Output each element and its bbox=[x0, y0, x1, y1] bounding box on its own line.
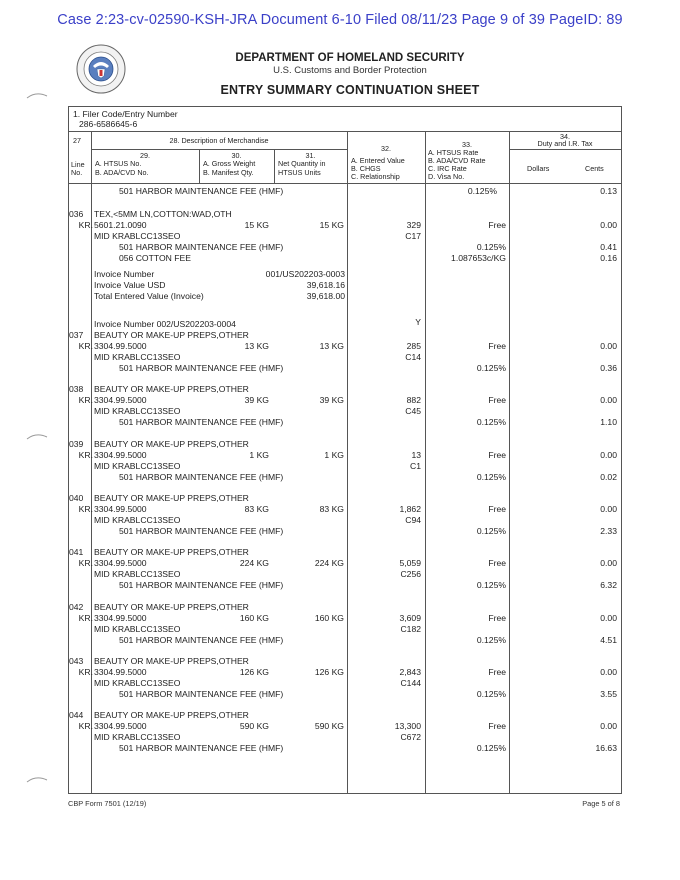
merchandise-description: BEAUTY OR MAKE-UP PREPS,OTHER bbox=[94, 547, 249, 558]
entered-value: 5,059 bbox=[399, 558, 421, 569]
fee-description: 501 HARBOR MAINTENANCE FEE (HMF) bbox=[119, 743, 284, 754]
htsus-number: 3304.99.5000 bbox=[94, 503, 147, 514]
fee-description: 501 HARBOR MAINTENANCE FEE (HMF) bbox=[119, 580, 284, 591]
gross-weight: 83 KG bbox=[244, 503, 269, 514]
country-code: KR. bbox=[78, 395, 93, 406]
col-34-num: 34. bbox=[560, 132, 570, 141]
htsus-rate: Free bbox=[488, 449, 506, 460]
entered-value: 3,609 bbox=[399, 612, 421, 623]
duty-amount: 0.00 bbox=[600, 666, 617, 677]
entered-value: 285 bbox=[406, 341, 421, 351]
entered-value: 329 bbox=[406, 220, 421, 230]
htsus-rate: Free bbox=[488, 503, 506, 514]
line-label: Line bbox=[71, 160, 85, 169]
fee-description: 501 HARBOR MAINTENANCE FEE (HMF) bbox=[119, 525, 284, 536]
fee-rate: 0.125% bbox=[476, 417, 506, 428]
merchandise-description: BEAUTY OR MAKE-UP PREPS,OTHER bbox=[94, 492, 249, 503]
gross-weight: 39 KG bbox=[244, 395, 269, 406]
duty-amount: 0.00 bbox=[600, 558, 617, 569]
htsus-number: 3304.99.5000 bbox=[94, 395, 147, 406]
fee-description: 501 HARBOR MAINTENANCE FEE (HMF) bbox=[119, 471, 284, 482]
col-30b: B. Manifest Qty. bbox=[203, 168, 254, 177]
col-29-num: 29. bbox=[140, 151, 150, 160]
fee-rate: 0.125% bbox=[476, 634, 506, 645]
htsus-number: 3304.99.5000 bbox=[94, 666, 147, 677]
line-number: 042 bbox=[69, 601, 84, 612]
margin-mark bbox=[26, 433, 48, 441]
gross-weight: 160 KG bbox=[239, 612, 269, 623]
dollars-header: Dollars bbox=[527, 164, 550, 173]
htsus-rate: Free bbox=[488, 341, 506, 351]
net-quantity: 83 KG bbox=[319, 503, 344, 514]
net-quantity: 1 KG bbox=[324, 449, 344, 460]
net-quantity: 126 KG bbox=[314, 666, 344, 677]
fee-duty: 1.10 bbox=[600, 417, 617, 428]
htsus-rate: Free bbox=[488, 721, 506, 732]
htsus-number: 3304.99.5000 bbox=[94, 341, 147, 351]
filer-value: 286-6586645-6 bbox=[79, 119, 138, 129]
charges: C14 bbox=[405, 352, 421, 362]
duty-amount: 0.00 bbox=[600, 449, 617, 460]
country-code: KR. bbox=[78, 449, 93, 460]
charges: C1 bbox=[410, 460, 421, 471]
fee-rate: 0.125% bbox=[476, 471, 506, 482]
gross-weight: 1 KG bbox=[249, 449, 269, 460]
line-number: 037 bbox=[69, 330, 84, 340]
gross-weight: 15 KG bbox=[244, 220, 269, 230]
merchandise-description: BEAUTY OR MAKE-UP PREPS,OTHER bbox=[94, 710, 249, 721]
col-29a: A. HTSUS No. bbox=[95, 159, 142, 168]
col-31b: HTSUS Units bbox=[278, 168, 321, 177]
entered-value: 13,300 bbox=[394, 721, 421, 732]
charges: C256 bbox=[400, 569, 421, 580]
fee-duty: 2.33 bbox=[600, 525, 617, 536]
court-header: Case 2:23-cv-02590-KSH-JRA Document 6-10 Filed 08/11/23 Page 9 of 39 PageID: 89 bbox=[57, 12, 623, 28]
no-label: No. bbox=[71, 168, 83, 177]
htsus-number: 3304.99.5000 bbox=[94, 612, 147, 623]
entered-value: 1,862 bbox=[399, 503, 421, 514]
country-code: KR. bbox=[78, 220, 93, 230]
duty-amount: 0.00 bbox=[600, 612, 617, 623]
line-number: 041 bbox=[69, 547, 84, 558]
fee-rate: 0.125% bbox=[476, 688, 506, 699]
charges: C17 bbox=[405, 231, 421, 241]
mid-code: MID KRABLCC13SEO bbox=[94, 231, 181, 241]
charges: C672 bbox=[400, 732, 421, 743]
country-code: KR. bbox=[78, 503, 93, 514]
col-33b: B. ADA/CVD Rate bbox=[428, 156, 486, 165]
fee-duty: 0.13 bbox=[600, 186, 617, 196]
net-quantity: 15 KG bbox=[319, 220, 344, 230]
entered-value: 13 bbox=[411, 449, 421, 460]
mid-code: MID KRABLCC13SEO bbox=[94, 514, 181, 525]
fee-description: 501 HARBOR MAINTENANCE FEE (HMF) bbox=[119, 363, 284, 373]
duty-amount: 0.00 bbox=[600, 395, 617, 406]
fee-description: 501 HARBOR MAINTENANCE FEE (HMF) bbox=[119, 417, 284, 428]
invoice-number-line: Invoice Number 002/US202203-0004 bbox=[94, 319, 236, 329]
htsus-rate: Free bbox=[488, 666, 506, 677]
fee-rate: 0.125% bbox=[476, 242, 506, 252]
net-quantity: 224 KG bbox=[314, 558, 344, 569]
duty-amount: 0.00 bbox=[600, 503, 617, 514]
line-number: 036 bbox=[69, 209, 84, 219]
fee-rate: 0.125% bbox=[476, 525, 506, 536]
col-32-num: 32. bbox=[381, 144, 391, 153]
gross-weight: 590 KG bbox=[239, 721, 269, 732]
fee-duty: 6.32 bbox=[600, 580, 617, 591]
entered-value: 2,843 bbox=[399, 666, 421, 677]
fee-rate: 0.125% bbox=[476, 363, 506, 373]
form-title: ENTRY SUMMARY CONTINUATION SHEET bbox=[220, 83, 480, 97]
htsus-number: 3304.99.5000 bbox=[94, 449, 147, 460]
form-number: CBP Form 7501 (12/19) bbox=[68, 799, 147, 808]
country-code: KR. bbox=[78, 666, 93, 677]
net-quantity: 39 KG bbox=[319, 395, 344, 406]
fee-duty: 0.02 bbox=[600, 471, 617, 482]
fee-rate: 0.125% bbox=[476, 580, 506, 591]
htsus-rate: Free bbox=[488, 558, 506, 569]
merchandise-description: BEAUTY OR MAKE-UP PREPS,OTHER bbox=[94, 655, 249, 666]
line-number: 044 bbox=[69, 710, 84, 721]
col-34-header: Duty and I.R. Tax bbox=[537, 139, 593, 148]
dhs-seal-icon bbox=[76, 44, 126, 94]
mid-code: MID KRABLCC13SEO bbox=[94, 732, 181, 743]
fee-description: 501 HARBOR MAINTENANCE FEE (HMF) bbox=[119, 688, 284, 699]
invoice-number: 001/US202203-0003 bbox=[265, 269, 345, 279]
duty-amount: 0.00 bbox=[600, 341, 617, 351]
gross-weight: 13 KG bbox=[244, 341, 269, 351]
country-code: KR. bbox=[78, 612, 93, 623]
department-name: DEPARTMENT OF HOMELAND SECURITY bbox=[235, 52, 465, 64]
gross-weight: 126 KG bbox=[239, 666, 269, 677]
col-27: 27 bbox=[73, 136, 81, 145]
mid-code: MID KRABLCC13SEO bbox=[94, 352, 181, 362]
page-number: Page 5 of 8 bbox=[582, 799, 620, 808]
margin-mark bbox=[26, 92, 48, 100]
htsus-number: 3304.99.5000 bbox=[94, 558, 147, 569]
fee-rate: 0.125% bbox=[476, 743, 506, 754]
margin-mark bbox=[26, 776, 48, 784]
continuation-form bbox=[68, 106, 622, 794]
mid-code: MID KRABLCC13SEO bbox=[94, 406, 181, 417]
merchandise-description: BEAUTY OR MAKE-UP PREPS,OTHER bbox=[94, 330, 249, 340]
relationship: Y bbox=[415, 317, 421, 327]
fee-duty: 4.51 bbox=[600, 634, 617, 645]
col-28-header: 28. Description of Merchandise bbox=[169, 136, 269, 145]
htsus-rate: Free bbox=[488, 612, 506, 623]
line-number: 043 bbox=[69, 655, 84, 666]
invoice-number-label: Invoice Number bbox=[94, 269, 155, 279]
mid-code: MID KRABLCC13SEO bbox=[94, 677, 181, 688]
fee-duty: 0.36 bbox=[600, 363, 617, 373]
cotton-fee-rate: 1.087653c/KG bbox=[451, 253, 506, 263]
filer-label: 1. Filer Code/Entry Number bbox=[73, 109, 178, 119]
line-number: 040 bbox=[69, 492, 84, 503]
mid-code: MID KRABLCC13SEO bbox=[94, 569, 181, 580]
mid-code: MID KRABLCC13SEO bbox=[94, 460, 181, 471]
agency-name: U.S. Customs and Border Protection bbox=[273, 65, 427, 76]
col-33a: A. HTSUS Rate bbox=[428, 148, 479, 157]
charges: C45 bbox=[405, 406, 421, 417]
duty-amount: 0.00 bbox=[600, 721, 617, 732]
net-quantity: 13 KG bbox=[319, 341, 344, 351]
col-31a: Net Quantity in bbox=[278, 159, 326, 168]
mid-code: MID KRABLCC13SEO bbox=[94, 623, 181, 634]
fee-rate: 0.125% bbox=[467, 186, 497, 196]
col-30-num: 30. bbox=[231, 151, 242, 160]
merchandise-description: BEAUTY OR MAKE-UP PREPS,OTHER bbox=[94, 438, 249, 449]
net-quantity: 590 KG bbox=[314, 721, 344, 732]
net-quantity: 160 KG bbox=[314, 612, 344, 623]
charges: C94 bbox=[405, 514, 421, 525]
fee-description: 501 HARBOR MAINTENANCE FEE (HMF) bbox=[119, 634, 284, 645]
entered-value: 882 bbox=[406, 395, 421, 406]
line-number: 038 bbox=[69, 384, 84, 395]
col-33d: D. Visa No. bbox=[428, 172, 465, 181]
col-32c: C. Relationship bbox=[351, 172, 400, 181]
fee-description: 501 HARBOR MAINTENANCE FEE (HMF) bbox=[119, 242, 284, 252]
cotton-fee-duty: 0.16 bbox=[600, 253, 617, 263]
cotton-fee-description: 056 COTTON FEE bbox=[119, 253, 191, 263]
col-30a: A. Gross Weight bbox=[203, 159, 256, 168]
col-33c: C. IRC Rate bbox=[428, 164, 467, 173]
cents-header: Cents bbox=[585, 164, 604, 173]
charges: C144 bbox=[400, 677, 421, 688]
htsus-rate: Free bbox=[488, 395, 506, 406]
line-number: 039 bbox=[69, 438, 84, 449]
duty-amount: 0.00 bbox=[600, 220, 617, 230]
htsus-rate: Free bbox=[488, 220, 506, 230]
fee-duty: 0.41 bbox=[600, 242, 617, 252]
total-entered-value-label: Total Entered Value (Invoice) bbox=[94, 291, 204, 301]
invoice-value-label: Invoice Value USD bbox=[94, 280, 166, 290]
fee-duty: 3.55 bbox=[600, 688, 617, 699]
gross-weight: 224 KG bbox=[239, 558, 269, 569]
col-32a: A. Entered Value bbox=[351, 156, 405, 165]
fee-duty: 16.63 bbox=[595, 743, 617, 754]
invoice-value: 39,618.16 bbox=[306, 280, 345, 290]
col-32b: B. CHGS bbox=[351, 164, 381, 173]
merchandise-description: BEAUTY OR MAKE-UP PREPS,OTHER bbox=[94, 601, 249, 612]
col-31-num: 31. bbox=[305, 151, 316, 160]
country-code: KR. bbox=[78, 341, 93, 351]
col-29b: B. ADA/CVD No. bbox=[95, 168, 149, 177]
htsus-number: 3304.99.5000 bbox=[94, 721, 147, 732]
country-code: KR. bbox=[78, 558, 93, 569]
charges: C182 bbox=[400, 623, 421, 634]
country-code: KR. bbox=[78, 721, 93, 732]
fee-description: 501 HARBOR MAINTENANCE FEE (HMF) bbox=[119, 186, 284, 196]
total-entered-value: 39,618.00 bbox=[306, 291, 345, 301]
merchandise-description: BEAUTY OR MAKE-UP PREPS,OTHER bbox=[94, 384, 249, 395]
htsus-number: 5601.21.0090 bbox=[94, 220, 147, 230]
merchandise-description: TEX,<5MM LN,COTTON:WAD,OTH bbox=[94, 209, 232, 219]
col-33-num: 33. bbox=[462, 140, 472, 149]
